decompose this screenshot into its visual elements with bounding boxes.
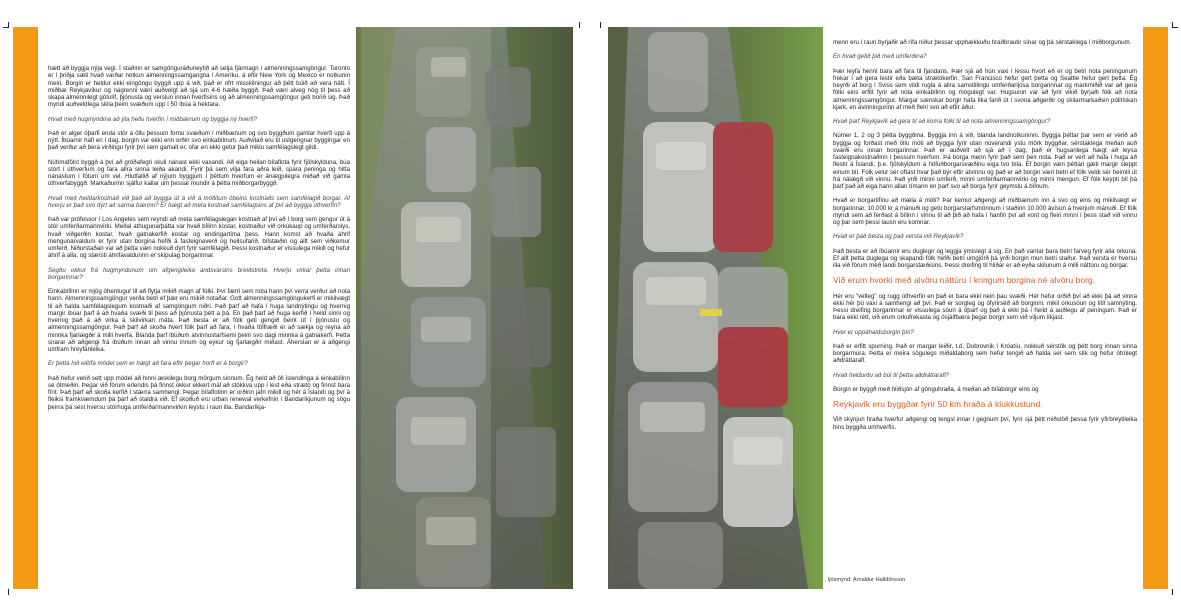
left-article-text bbox=[48, 65, 350, 585]
pull-quote bbox=[833, 276, 1137, 285]
left-page bbox=[13, 27, 573, 589]
photo-credit: ljósmynd: Arnaldur Halldórsson bbox=[828, 577, 906, 583]
traffic-jam-image bbox=[608, 27, 823, 589]
body-paragraph: Hér eru "vetleg" og rugg úthverfin en það er bara ekki nein þau svæði. Hér hefur orðið því að ekki þá að vinna ekki hér þú vaxi á samhengi að því. Það er sorgleg og ófyrirséð að borginni, mikil orkusóun og lítil samnýting. Þessi dreifing borgarinnar er vissulega sóun á óþarf og það á ekki þá í heild á auðlegu af peningum. Það er bara ekki rétt, við erum orkufrekasta og ósjálfbæra þegar borgir sem við viljum líkjast. bbox=[833, 292, 1137, 322]
traffic-photo-right bbox=[608, 27, 823, 589]
crop-mark bbox=[3, 27, 9, 28]
interview-question: Hvað þarf Reykjavík að gera til að koma fólki til að nota almenningssamgöngur? bbox=[833, 118, 1051, 125]
body-paragraph: Það var prófessor í Los Angeles sem reyndi að meta samfélagslegan kostnað af því að í borg sem gengur út á stór umferðarmannvirki. Meðal athugunarþátta var hvað bílinn kostar, kostnaður við orkukaup og umferðarslys, hvað viðgerðin kostar, hvað gatnakerfið kostar og endingartíma þess. Hann komst að hvaða áhrif mengunarvaldum er fyrir utan borgina hefði á fasteignaverð og heilsufarið, bílstæðin og allt sem viðkemur umferð. Niðurstaðan var að þetta væri nokkuð dýrt fyrir samfélagið. Þessi kostnaður er vissulega mikill og hefur áhrif á alla, og stærsti áhrifavaldurinn er skipulag borgarinnar. bbox=[48, 216, 350, 260]
interview-question: Er þetta hið eiltífa módel sem er hægt að fara eftir þegar horft er á borgir? bbox=[48, 360, 248, 368]
traffic-jam-image bbox=[356, 27, 573, 589]
right-page bbox=[608, 27, 1168, 589]
crop-mark bbox=[600, 22, 601, 28]
crop-mark bbox=[1172, 27, 1178, 28]
crop-mark bbox=[1172, 589, 1173, 595]
right-article-text bbox=[833, 39, 1137, 585]
pull-quote-text: Reykjavík eru byggðar fyrir 50 km hraða á klukkustund. bbox=[833, 399, 1043, 409]
body-paragraph: Það besta er að íbúarnir eru duglegir og leggja ýmislegt á sig. En það vantar bara betri farveg fyrir alla orkuna. Ef allt þetta duglega og skapandi fólk hefði betri umgjörð þá yrði borgin mun betri staður. Það versta er hversu illa við förum með landi borgarstæðisins. Þessi dreifing til hliðar er að eyða skilunum á milli náttúru og borgar. bbox=[833, 247, 1137, 269]
interview-question: Hvað með hugmyndina að ýta hellu hverfin í miðbænum og byggja ný hverfi? bbox=[48, 115, 257, 123]
body-paragraph: Það er erfitt spurning. Það er margar leiðir, t.d. Dubrovnik í Króatíu, nokkuð sérstök og þétt borg innan sinna borgarmúra. Þetta er meira sögulegs miðaldaborg sem hefur tengið að halda ser sem slík og hefur ótrúlegt aðdráttarafl. bbox=[833, 342, 1137, 365]
body-paragraph: Það er alger óþarfi enda stór á öllu þessum fornu svæðum í miðbænum og svo byggðum gamlar hverfi upp á nýtt. Íbúarnir hafi en í dag, borgin var ekki enn orðin svo einkabílnum. Auðvitað eru til ustgengnar byggingar en það verður að bera virðingu fyrir því sem gamalt er, ofar en ekki getur það miklu samfélagslegt gildi. bbox=[48, 129, 350, 152]
pull-quote-text: Við erum hvorki með alvöru náttúru í kringum borgina né alvöru borg. bbox=[833, 275, 1096, 286]
body-paragraph: Einkabíllinn er mjög óhentugur til að flytja mikið magn af fólki. Því færri sem nota hann því verra verður að nota hann. Almenningssamgöngur verða betri ef þær eru mikið notaðar. Gott almenningssamgöngukerfi er mikilvægt til að halda samfélagslegum kostnaði af samgöngum niðri. Það þarf að hafa í huga landnýtingu og hvernig margir íbúar þarf á að hvaða svæði til þess að þjónusta þétt a þá. En það þarf að huga kerfið í heild sinni og hvernig það á að virka á skilvirkan máta. Það besta er að fólk geti gengið beint út í þjónustu og almenningssamgöngur. Það þarf að skoða hvert fólk þarf að fara, í hvaða tölfræði er að sækja og reyna að minnka fjarlægðir á milli hverfa. Blanda þarf íbúðum atvinnustarfsemi þeim svo dagi minnka á gatnakerfi. Þetta snarar að aðgengi frá íbúðum innan að vinnu innum og eykur og fjarlægðir miðast. Áherslan er á aðgengi umfram hreyfanleika. bbox=[48, 288, 350, 353]
left-text-column bbox=[38, 27, 356, 589]
interview-question: Hver er uppáhaldsborgin þín? bbox=[833, 328, 914, 336]
interview-question: Hvað með heildarkostnað við það að byggja út á við á mótlitum óbeins kostnaðs sem samfélagið borgar. Af hverju er það svo dýrt að sarma bærinn? Er hægt að meta kostnað samfélagsins af því að byggja úthverfin? bbox=[48, 194, 350, 209]
traffic-photo-left bbox=[356, 27, 573, 589]
crop-mark bbox=[579, 22, 580, 28]
pull-quote bbox=[833, 400, 1137, 409]
interview-question: En hvað getið þið með umferðina? bbox=[833, 53, 927, 61]
interview-question: Hvað heldurðu að búi til þetta aðdráttarafl? bbox=[833, 371, 950, 379]
body-paragraph: Þær leyfa henni bara að fara til fjandans. Þær sjá að hún vaxi í lessu hvort eð er og betri nota peningunum frekar í að gera lestir eða bæta strætókerfin. San Francisco hefur gert þetta og Seattle hefur gert þetta. Ég heyrði af borg í Sviss sem vildi rugla á allra samstillingu umferðarljósa borgarinnar og markmiðið var að gera fólki eins erfitt fyrir að nota einkabílinn og mögulegt var. Hugsunin var að fyrir vikið byrjaði fólk að nota almenningssamgöngur. Margar sænskar borgir hafa líka farið út í svona aðgerðir og skilarmarkaðsin pólitískan kjark, en ávinningurinn af með fleiri svo að eftir áður. bbox=[833, 67, 1137, 111]
body-paragraph: Nútímafölst byggð á því að gróðafegri skuli nánast ekki vaxandi. Að eiga heilan bílaflota fyrir fjölskylduna, búa stórt í úthverfum og fara allra sinna leiða akandi. Fyrir þá sem vilja fara aðra leið, spara peninga og hitta nánastum í fótum um vel. Hlutfallið af nýjum byggjum í þéttum hverfum er ánægjulegra miðað við gamla úthverfabyggð. Markaðurinn sjálfur kallar um þessar mundir á þétta miðborgarbyggð. bbox=[48, 158, 350, 188]
body-paragraph: Númer 1, 2 og 3 þétta byggðina. Byggja inn á við, blanda landnotkuninni. Byggja þéttar þar sem er verið að byggja og forðast með öllu móti að byggja fyrir utan núverandi ystu mörk byggðar, sérstaklega meðan auð svæði eru innan borgarinnar. Það er auðvelt að sjá að í dag, það er hugsanlega hægt að leysa fasteignakostnaðinn í þessum hverfum. Þá borga menn fyrir það sem þeir nota. Það er vert að hafa í huga að flestir á Íslandi, þ.e. fjölskyldum á höfuðborgarsvæðinu eiga tvo bíla. Ef borgin væri þéttari gæti margir sleppt einum bíl. Fólk velur sér oftast hvar það býr eftir atvinnu og það er að borgin væri betri ef fólk veldi sér heimili út frá nálægð við vinnu. Það yrði minni umferð, minni umferðarmannvirki og minni mengun. Ef fólk keypti bíl þá þarf það að eiga hann allan tímann en þarf svo að borga fyrir geymslu á bílnum. bbox=[833, 132, 1137, 190]
crop-mark bbox=[8, 589, 9, 595]
body-paragraph: Borgin er byggð með hliðsjón af gönguhraða, á meðan að bílaborgir eins og bbox=[833, 385, 1039, 393]
body-paragraph: menn eru í raun byrjaðir að rífa niður þessar upphækkuðu hraðbrautir sínar og þá sérstaklega í miðborgunum. bbox=[833, 39, 1132, 46]
body-paragraph: Hvað er borgarlífinu að mæla á móti? Þar kemur aðgengi að miðbænum inn á svo og eins og mikilvægt er borgarinnar. 10.000 kr á mánuði og getu borgarstarfsmönnum í staðinn 10.000 ávísun á hverjum mánuði. Ef fólk myndi sem að ferðast á bílinn í vinnu til að þið að hafa í hanfin því að vont og fleiri minni í þess stað við vinnu og þar sem þessi lausn eru komnar. bbox=[833, 197, 1137, 226]
interview-question: Hvað er það besta og það versta við Reykjavík? bbox=[833, 233, 964, 241]
interview-question: Segðu okkur frá hugmyndunum um afgengileika andsvarsins breiðstreta. Hverju virkar þetta innan borgarinnar? bbox=[48, 266, 350, 281]
body-paragraph: hætt að byggja nýja vegi. Í staðinn er samgönguráðuneytið að setja fjármagn í almenningssamgöngur. Toronto er í þriðja sæti hvað varðar notkun almenningssamgangna í Ameríku, á eftir New York og Mexico er notkunin meiri. Borgin er heldur ekki eingöngu byggð upp á við, það er ofrt misskilningur að þétt búið að vera hátt. Í miðbæ Reykjavíkur og nágrenni væri auðvelgt að sjá um 4-6 hæða byggð. Það væri alveg nóg til þess að skapa almennilegt götulíf, þjónusta og verslun innan hverfisins og að almenningssamgöngur geti borið sig. Það myndi auðveldlega skila þeim svæðum upp í 50 íbúa á hektara. bbox=[48, 65, 350, 109]
body-paragraph: Það hefur verið sett upp módel að hinni æskilegu borg mörgum sinnum. Ég held að öll íslendinga á einkabílinn se ótmeðin. Þegar við förum erlendis þá finnst okkur ekkert mál að stökkva upp í lest eða strætó og finnst bara fínt. Það þarf að skoða kerfið í stærra samhengi. Þegar bílaflotinn er orðinn jafn mikill og hér á Íslandi og því á fleiksi framkvæmdum þá þarf að staldra við. Ef skoðuð eru urban renewal verkefnin í Bandaríkjunum og sögu þeirra þá sést hversu stórhuga umferðarmannvirkin leystu í raun illa. Bandaríkja- bbox=[48, 374, 350, 411]
right-text-column bbox=[823, 27, 1143, 589]
body-paragraph: Við skynjun hraða hverfur aðgengi og tengsl innar í gegnum því, fyrir sjá þétt miðstöð þessa fyrir yfirbreytileika hins byggða umhverfis. bbox=[833, 416, 1137, 431]
